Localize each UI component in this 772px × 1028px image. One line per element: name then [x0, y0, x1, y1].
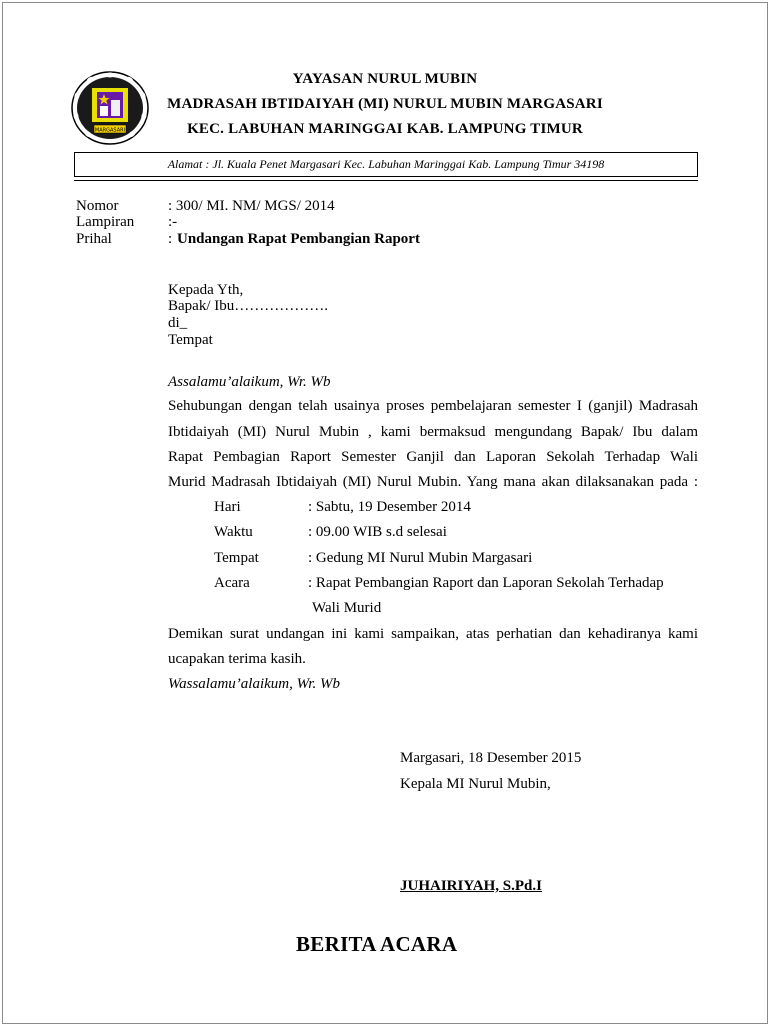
recipient-line1: Kepada Yth,: [168, 282, 244, 298]
paragraph1-line1: Sehubungan dengan telah usainya proses pembelajaran semester I (ganjil) Madrasah: [168, 398, 698, 414]
signer-position: Kepala MI Nurul Mubin,: [400, 776, 551, 792]
signer-name: JUHAIRIYAH, S.Pd.I: [400, 878, 542, 894]
recipient-line2: Bapak/ Ibu……………….: [168, 298, 328, 314]
lampiran-label: Lampiran: [76, 214, 135, 230]
svg-text:MARGASARI: MARGASARI: [94, 127, 126, 134]
detail-label-tempat: Tempat: [214, 550, 259, 566]
detail-label-acara: Acara: [214, 575, 250, 591]
detail-value-waktu: : 09.00 WIB s.d selesai: [308, 524, 447, 540]
prihal-colon: :: [168, 231, 173, 247]
recipient-line3: di_: [168, 315, 188, 331]
prihal-label: Prihal: [76, 231, 112, 247]
paragraph2-line2: ucapakan terima kasih.: [168, 651, 306, 667]
lampiran-value: :-: [168, 214, 178, 230]
address-box: Alamat : Jl. Kuala Penet Margasari Kec. Labuhan Maringgai Kab. Lampung Timur 34198: [74, 152, 698, 177]
detail-value-hari: : Sabtu, 19 Desember 2014: [308, 499, 471, 515]
detail-label-hari: Hari: [214, 499, 241, 515]
paragraph1-line2: Ibtidaiyah (MI) Nurul Mubin , kami bermaksud mengundang Bapak/ Ibu dalam: [168, 424, 698, 440]
paragraph2-line1: Demikan surat undangan ini kami sampaikan, atas perhatian dan kehadiranya kami: [168, 626, 698, 642]
school-logo: [70, 70, 150, 146]
closing: Wassalamu’alaikum, Wr. Wb: [168, 676, 340, 692]
detail-value-acara-cont: Wali Murid: [312, 600, 382, 616]
detail-value-tempat: : Gedung MI Nurul Mubin Margasari: [308, 550, 533, 566]
school-name: MADRASAH IBTIDAIYAH (MI) NURUL MUBIN MARGASARI: [167, 96, 603, 112]
paragraph1-line4: Murid Madrasah Ibtidaiyah (MI) Nurul Mubin. Yang mana akan dilaksanakan pada :: [168, 474, 698, 490]
foundation-name: YAYASAN NURUL MUBIN: [292, 71, 478, 87]
recipient-line4: Tempat: [168, 332, 213, 348]
header-divider: [74, 180, 698, 181]
detail-label-waktu: Waktu: [214, 524, 253, 540]
paragraph1-line3: Rapat Pembagian Raport Semester Ganjil dan Laporan Sekolah Terhadap Wali: [168, 449, 698, 465]
school-district: KEC. LABUHAN MARINGGAI KAB. LAMPUNG TIMUR: [187, 121, 583, 137]
greeting: Assalamu’alaikum, Wr. Wb: [168, 374, 331, 390]
nomor-label: Nomor: [76, 198, 119, 214]
nomor-value: : 300/ MI. NM/ MGS/ 2014: [168, 198, 335, 214]
prihal-value: Undangan Rapat Pembangian Raport: [177, 231, 420, 247]
detail-value-acara: : Rapat Pembangian Raport dan Laporan Sekolah Terhadap: [308, 575, 664, 591]
berita-acara-title: BERITA ACARA: [296, 932, 458, 956]
place-date: Margasari, 18 Desember 2015: [400, 750, 582, 766]
